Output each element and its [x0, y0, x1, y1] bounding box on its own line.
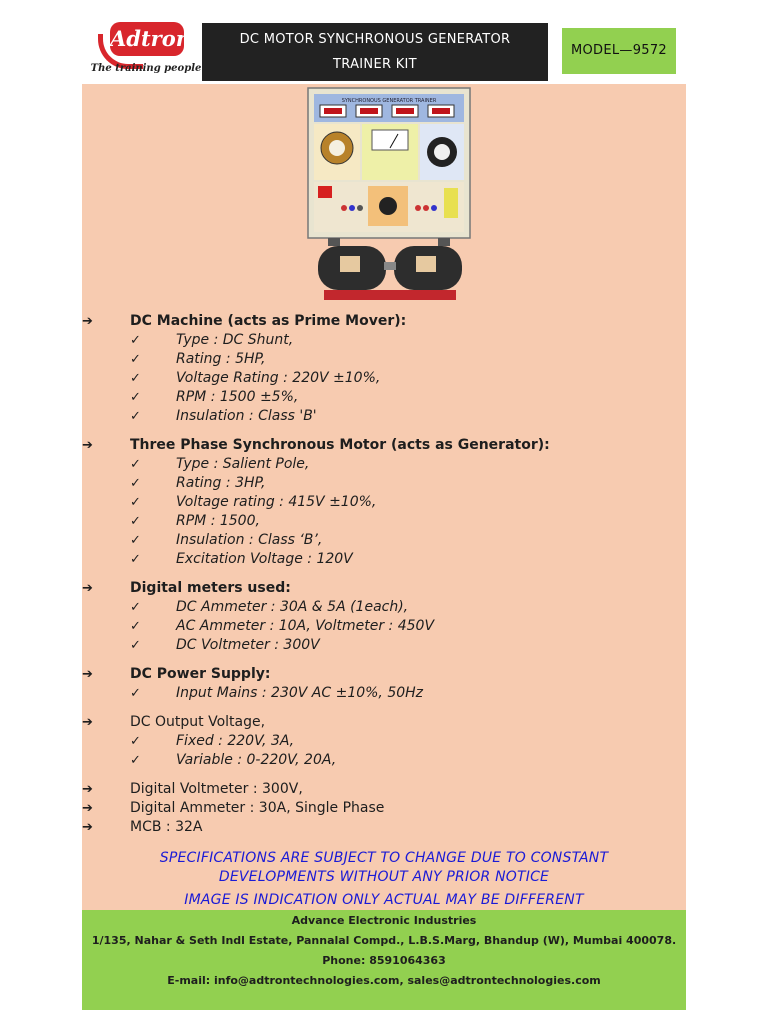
meter-2-display: [360, 108, 378, 114]
spec-item-row: [82, 598, 686, 617]
spec-heading-row: [82, 713, 686, 732]
trainer-kit-illustration: [304, 86, 474, 308]
specification-list: [82, 312, 686, 837]
notice-line-3: IMAGE IS INDICATION ONLY ACTUAL MAY BE DIFFERENT: [184, 892, 584, 908]
meter-4-display: [432, 108, 450, 114]
title-line-1: DC MOTOR SYNCHRONOUS GENERATOR: [239, 32, 511, 47]
panel-label: SYNCHRONOUS GENERATOR TRAINER: [341, 98, 437, 104]
company-address: 1/135, Nahar & Seth Indl Estate, Pannalal Compd., L.B.S.Marg, Bhandup (W), Mumbai 400078.: [91, 934, 677, 947]
model-badge: MODEL—9572: [562, 28, 676, 74]
check-bullet-icon: ✓: [130, 476, 141, 491]
spec-heading: DC Power Supply:: [130, 666, 271, 682]
check-bullet-icon: ✓: [130, 371, 141, 386]
spec-item-row: [82, 636, 686, 655]
extra-spec: Digital Ammeter : 30A, Single Phase: [130, 800, 385, 816]
extra-spec: Digital Voltmeter : 300V,: [130, 781, 303, 797]
check-bullet-icon: ✓: [130, 457, 141, 472]
company-email: E-mail: info@adtrontechnologies.com, sales@adtrontechnologies.com: [167, 974, 601, 987]
spec-item: Type : Salient Pole,: [176, 456, 310, 472]
spec-heading-row: [82, 579, 686, 598]
check-bullet-icon: ✓: [130, 390, 141, 405]
spec-heading: DC Output Voltage,: [130, 714, 266, 730]
spec-item: Variable : 0-220V, 20A,: [176, 752, 337, 768]
terminal-5: [423, 205, 429, 211]
spec-item: Type : DC Shunt,: [176, 332, 294, 348]
check-bullet-icon: ✓: [130, 495, 141, 510]
check-bullet-icon: ✓: [130, 638, 141, 653]
spec-item: Excitation Voltage : 120V: [176, 551, 353, 567]
spec-heading: DC Machine (acts as Prime Mover):: [130, 313, 407, 329]
notice-line-1: SPECIFICATIONS ARE SUBJECT TO CHANGE DUE TO CONSTANT: [159, 850, 609, 866]
terminal-6: [431, 205, 437, 211]
generator-terminal-box: [416, 256, 436, 272]
spec-heading-row: [82, 312, 686, 331]
control-knob: [379, 197, 397, 215]
arrow-bullet-icon: ➔: [82, 438, 93, 453]
check-bullet-icon: ✓: [130, 686, 141, 701]
spec-item-row: [82, 474, 686, 493]
arrow-bullet-icon: ➔: [82, 581, 93, 596]
spec-item: Insulation : Class 'B': [176, 408, 317, 424]
spec-item-row: [82, 493, 686, 512]
product-photo: [304, 86, 474, 308]
spec-item: Voltage rating : 415V ±10%,: [176, 494, 377, 510]
extra-spec-row: [82, 799, 686, 818]
spec-item: Fixed : 220V, 3A,: [176, 733, 295, 749]
spec-heading: Digital meters used:: [130, 580, 291, 596]
spec-item-row: [82, 369, 686, 388]
spec-item-row: [82, 550, 686, 569]
check-bullet-icon: ✓: [130, 600, 141, 615]
terminal-3: [357, 205, 363, 211]
meter-1-display: [324, 108, 342, 114]
spec-item: Rating : 3HP,: [176, 475, 266, 491]
spec-heading: Three Phase Synchronous Motor (acts as Generator):: [130, 437, 550, 453]
arrow-bullet-icon: ➔: [82, 667, 93, 682]
spec-item-row: [82, 684, 686, 703]
check-bullet-icon: ✓: [130, 552, 141, 567]
check-bullet-icon: ✓: [130, 734, 141, 749]
arrow-bullet-icon: ➔: [82, 715, 93, 730]
arrow-bullet-icon: ➔: [82, 820, 93, 835]
spec-item-row: [82, 732, 686, 751]
terminal-1: [341, 205, 347, 211]
mcb-switch: [318, 186, 332, 198]
spec-item: Insulation : Class ‘B’,: [176, 532, 323, 548]
panel-leg-right: [438, 238, 450, 246]
notice-line-2: DEVELOPMENTS WITHOUT ANY PRIOR NOTICE: [218, 869, 550, 885]
spec-item-row: [82, 512, 686, 531]
contact-footer: [82, 910, 686, 1010]
spec-item-row: [82, 350, 686, 369]
extra-spec-row: [82, 818, 686, 837]
spec-item: Rating : 5HP,: [176, 351, 266, 367]
spec-item-row: [82, 388, 686, 407]
content-area: [82, 84, 686, 924]
variac-dial-left-center: [329, 140, 345, 156]
product-title: [202, 23, 548, 81]
spec-heading-row: [82, 436, 686, 455]
arrow-bullet-icon: ➔: [82, 782, 93, 797]
dc-motor-terminal-box: [340, 256, 360, 272]
check-bullet-icon: ✓: [130, 409, 141, 424]
check-bullet-icon: ✓: [130, 514, 141, 529]
company-name: Advance Electronic Industries: [291, 914, 477, 927]
spec-item: DC Ammeter : 30A & 5A (1each),: [176, 599, 409, 615]
panel-leg-left: [328, 238, 340, 246]
company-logo: [82, 14, 202, 84]
spec-item-row: [82, 407, 686, 426]
spec-item: Voltage Rating : 220V ±10%,: [176, 370, 381, 386]
terminal-2: [349, 205, 355, 211]
spec-item-row: [82, 455, 686, 474]
coupling: [384, 262, 396, 270]
title-line-2: TRAINER KIT: [333, 57, 417, 72]
spec-item: DC Voltmeter : 300V: [176, 637, 320, 653]
spec-item-row: [82, 331, 686, 350]
check-bullet-icon: ✓: [130, 753, 141, 768]
terminal-4: [415, 205, 421, 211]
spec-item: Input Mains : 230V AC ±10%, 50Hz: [176, 685, 424, 701]
arrow-bullet-icon: ➔: [82, 801, 93, 816]
logo-tagline: The training people: [90, 63, 202, 74]
side-switch-panel: [444, 188, 458, 218]
logo-wordmark: Adtron: [110, 22, 184, 56]
spec-item: RPM : 1500 ±5%,: [176, 389, 299, 405]
spec-item-row: [82, 617, 686, 636]
brochure-page: [82, 14, 686, 1010]
check-bullet-icon: ✓: [130, 333, 141, 348]
extra-spec-row: [82, 780, 686, 799]
extra-spec: MCB : 32A: [130, 819, 203, 835]
spec-item-row: [82, 751, 686, 770]
check-bullet-icon: ✓: [130, 533, 141, 548]
arrow-bullet-icon: ➔: [82, 314, 93, 329]
variac-dial-right-center: [434, 144, 450, 160]
spec-item: AC Ammeter : 10A, Voltmeter : 450V: [176, 618, 435, 634]
check-bullet-icon: ✓: [130, 352, 141, 367]
company-phone: Phone: 8591064363: [322, 954, 446, 967]
spec-item-row: [82, 531, 686, 550]
spec-item: RPM : 1500,: [176, 513, 260, 529]
spec-heading-row: [82, 665, 686, 684]
motor-base-frame: [324, 290, 456, 300]
check-bullet-icon: ✓: [130, 619, 141, 634]
meter-3-display: [396, 108, 414, 114]
